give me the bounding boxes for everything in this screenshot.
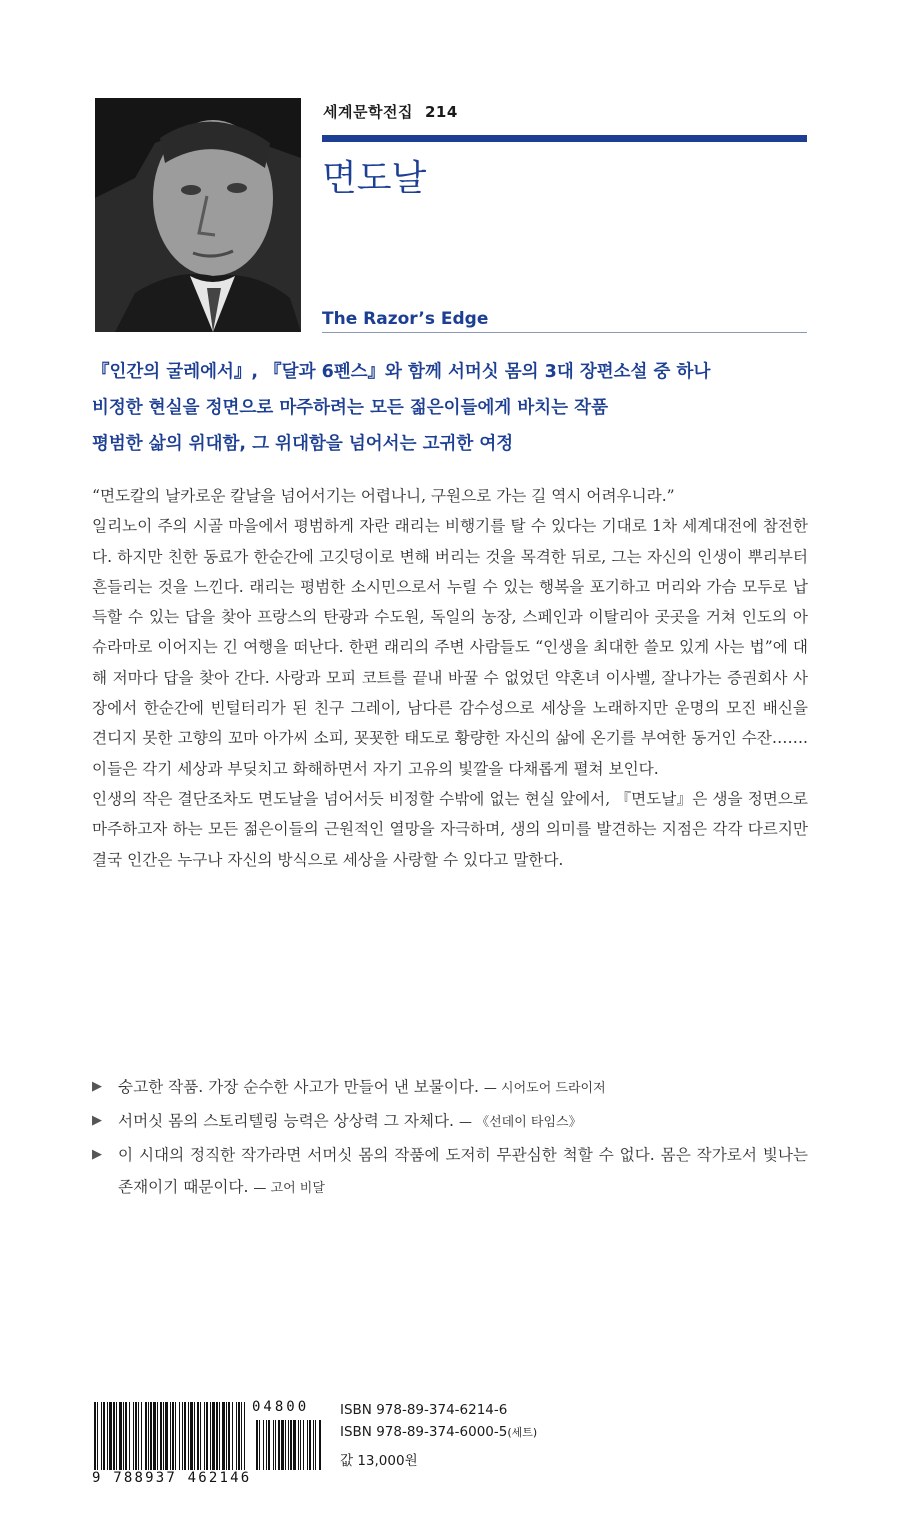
- epigraph: “면도칼의 날카로운 칼날을 넘어서기는 어렵나니, 구원으로 가는 길 역시 어려우니라.”: [92, 487, 675, 505]
- synopsis-paragraph: 일리노이 주의 시골 마을에서 평범하게 자란 래리는 비행기를 탈 수 있다는 기대로 1차 세계대전에 참전한다. 하지만 친한 동료가 한순간에 고깃덩이로 변해 버리는 것을 목격한 뒤로, 그는 자신의 인생이 뿌리부터 흔들리는 것을 느낀다. 래리는 평범한 소시민으로서 누릴 수 있는 행복을 포기하고 머리와 가슴 모두로 납득할 수 있는 답을 찾아 프랑스의 탄광과 수도원, 독일의 농장, 스페인과 이탈리아 곳곳을 거쳐 인도의 아슈라마로 이어지는 긴 여행을 떠난다. 한편 래리의 주변 사람들도 “인생을 최대한 쓸모 있게 사는 법”에 대해 저마다 답을 찾아 간다. 사랑과 모피 코트를 끝내 바꿀 수 없었던 약혼녀 이사벨, 잘나가는 증권회사 사장에서 한순간에 빈털터리가 된 친구 그레이, 남다른 감수성으로 세상을 노래하지만 운명의 모진 배신을 견디지 못한 고향의 꼬마 아가씨 소피, 꾯꾯한 태도로 황량한 자신의 삶에 온기를 부여한 동거인 수잔……. 이들은 각기 세상과 부딪치고 화해하면서 자기 고유의 빛깔을 다채롭게 펼쳐 보인다.: [92, 517, 808, 778]
- series-number: 214: [424, 103, 458, 121]
- series-name: 세계문학전집: [323, 103, 413, 121]
- author-photo: [95, 98, 301, 332]
- title-rule: [322, 135, 807, 142]
- synopsis-paragraph: 인생의 작은 결단조차도 면도날을 넘어서듯 비정할 수밖에 없는 현실 앞에서, 『면도날』은 생을 정면으로 마주하고자 하는 모든 젊은이들의 근원적인 열망을 자극하며, 생의 의미를 발견하는 지점은 각각 다르지만 결국 인간은 누구나 자신의 방식으로 세상을 사랑할 수 있다고 말한다.: [92, 789, 808, 869]
- tagline: 『인간의 굴레에서』, 『달과 6펜스』와 함께 서머싯 몸의 3대 장편소설 중 하나: [92, 362, 711, 382]
- isbn-set-label: (세트): [507, 1426, 538, 1439]
- quote-source: — 고어 비달: [253, 1181, 325, 1196]
- subtitle-rule: [322, 332, 807, 333]
- book-subtitle: The Razor’s Edge: [322, 309, 489, 329]
- review-quotes: [92, 1071, 808, 1205]
- barcode-digits: 9 788937 462146: [92, 1470, 252, 1486]
- quote-source: — 시어도어 드라이저: [483, 1081, 606, 1096]
- series-label: [323, 101, 458, 122]
- triangle-bullet-icon: ▶: [92, 1079, 102, 1094]
- quote-text: 숭고한 작품. 가장 순수한 사고가 만들어 낸 보물이다.: [118, 1078, 479, 1096]
- price: 값 13,000원: [340, 1453, 418, 1469]
- isbn-line: ISBN 978-89-374-6000-5: [340, 1424, 508, 1440]
- tagline: 평범한 삶의 위대함, 그 위대함을 넘어서는 고귀한 여정: [92, 434, 514, 454]
- isbn-block: [340, 1399, 537, 1472]
- review-quote: [92, 1139, 808, 1205]
- triangle-bullet-icon: ▶: [92, 1113, 102, 1128]
- synopsis: [92, 481, 808, 875]
- review-quote: [92, 1071, 808, 1105]
- book-title: 면도날: [322, 158, 427, 199]
- quote-text: 이 시대의 정직한 작가라면 서머싯 몸의 작품에 도저히 무관심한 척할 수 없다. 몸은 작가로서 빛나는 존재이기 때문이다.: [118, 1146, 808, 1196]
- taglines: [92, 354, 812, 462]
- tagline: 비정한 현실을 정면으로 마주하려는 모든 젊은이들에게 바치는 작품: [92, 398, 608, 418]
- barcode-addon-code: 04800: [252, 1399, 310, 1415]
- quote-source: — 《선데이 타임스》: [458, 1115, 582, 1130]
- isbn-line: ISBN 978-89-374-6214-6: [340, 1402, 508, 1418]
- triangle-bullet-icon: ▶: [92, 1147, 102, 1162]
- quote-text: 서머싯 몸의 스토리텔링 능력은 상상력 그 자체다.: [118, 1112, 454, 1130]
- review-quote: [92, 1105, 808, 1139]
